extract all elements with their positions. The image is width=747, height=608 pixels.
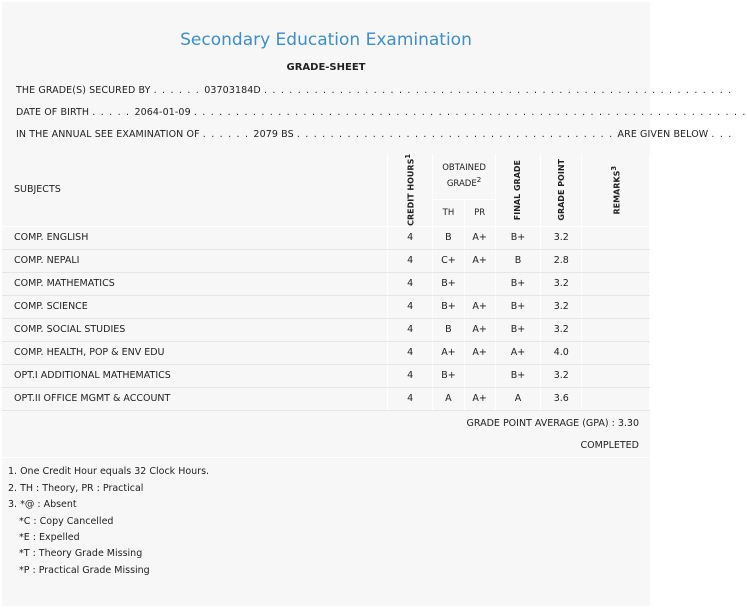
theory-grade-cell: B+ — [433, 364, 464, 387]
grade-sheet-heading: GRADE-SHEET — [286, 62, 366, 73]
given-below-label: ARE GIVEN BELOW — [617, 129, 709, 140]
grade-point-cell: 2.8 — [541, 249, 582, 272]
grade-point-cell: 3.2 — [541, 295, 582, 318]
table-row — [2, 364, 650, 387]
remarks-cell — [582, 249, 650, 272]
remarks-cell — [582, 295, 650, 318]
table-row — [2, 341, 650, 364]
final-grade-cell: B+ — [495, 364, 540, 387]
subject-cell: COMP. NEPALI — [2, 249, 387, 272]
remarks-cell — [582, 364, 650, 387]
divider — [2, 457, 650, 458]
note-1: 1. One Credit Hour equals 32 Clock Hours. — [8, 466, 210, 477]
final-grade-cell: B+ — [495, 272, 540, 295]
practical-grade-cell: A+ — [464, 387, 495, 410]
final-grade-cell: B+ — [495, 318, 540, 341]
subject-cell: OPT.II OFFICE MGMT & ACCOUNT — [2, 387, 387, 410]
table-row — [2, 318, 650, 341]
credit-hours-cell: 4 — [387, 249, 432, 272]
practical-grade-cell: A+ — [464, 249, 495, 272]
note-copy-cancelled: *C : Copy Cancelled — [19, 516, 114, 527]
credit-hours-cell: 4 — [387, 295, 432, 318]
remarks-cell — [582, 226, 650, 249]
remarks-cell — [582, 272, 650, 295]
header-pr: PR — [464, 200, 495, 226]
header-th: TH — [433, 200, 464, 226]
note-practical-missing: *P : Practical Grade Missing — [19, 565, 150, 576]
practical-grade-cell: A+ — [464, 226, 495, 249]
exam-year: 2079 BS — [253, 129, 294, 140]
theory-grade-cell: B — [433, 226, 464, 249]
dob-value: 2064-01-09 — [134, 107, 191, 118]
subject-cell: COMP. SCIENCE — [2, 295, 387, 318]
symbol-number: 03703184D — [204, 85, 261, 96]
final-grade-cell: A — [495, 387, 540, 410]
subject-cell: COMP. ENGLISH — [2, 226, 387, 249]
header-credit-hours: CREDIT HOURS$^1$ — [387, 154, 432, 226]
practical-grade-cell: A+ — [464, 341, 495, 364]
theory-grade-cell: B+ — [433, 295, 464, 318]
header-obtained-grade: OBTAINED GRADE$^2$ — [433, 154, 495, 200]
theory-grade-cell: B+ — [433, 272, 464, 295]
note-theory-missing: *T : Theory Grade Missing — [19, 548, 143, 559]
grade-rows — [2, 226, 650, 410]
table-row — [2, 226, 650, 249]
header-final-grade: FINAL GRADE — [495, 154, 540, 226]
credit-hours-cell: 4 — [387, 318, 432, 341]
credit-hours-cell: 4 — [387, 272, 432, 295]
grade-point-cell: 4.0 — [541, 341, 582, 364]
subject-cell: COMP. MATHEMATICS — [2, 272, 387, 295]
gpa-summary: GRADE POINT AVERAGE (GPA) : 3.30 — [466, 418, 639, 429]
exam-line: IN THE ANNUAL SEE EXAMINATION OF . . . . . . 2079 BS . . . . . . . . . . . . . . . . . . . . . . . . . . . . . . . . . . . . . . ARE GIVEN BELOW . . . — [16, 129, 733, 140]
dob-label: DATE OF BIRTH — [16, 107, 90, 118]
subject-cell: COMP. SOCIAL STUDIES — [2, 318, 387, 341]
remarks-cell — [582, 387, 650, 410]
note-expelled: *E : Expelled — [19, 532, 80, 543]
remarks-cell — [582, 318, 650, 341]
credit-hours-cell: 4 — [387, 226, 432, 249]
remarks-cell — [582, 341, 650, 364]
table-row — [2, 249, 650, 272]
final-grade-cell: B+ — [495, 295, 540, 318]
grade-sheet — [2, 2, 747, 606]
grade-point-cell: 3.2 — [541, 226, 582, 249]
grade-point-cell: 3.2 — [541, 364, 582, 387]
secured-by-label: THE GRADE(S) SECURED BY — [16, 85, 151, 96]
credit-hours-cell: 4 — [387, 341, 432, 364]
dob-line: DATE OF BIRTH . . . . . 2064-01-09 . . . . . . . . . . . . . . . . . . . . . . . . . . . . . . . . . . . . . . . . . . . . . . . . . . . . . . . . . . . . . . . . . . — [16, 107, 747, 118]
grade-point-cell: 3.2 — [541, 272, 582, 295]
note-3: 3. *@ : Absent — [8, 499, 77, 510]
final-grade-cell: A+ — [495, 341, 540, 364]
credit-hours-cell: 4 — [387, 364, 432, 387]
table-row — [2, 387, 650, 410]
table-row — [2, 295, 650, 318]
header-grade-point: GRADE POINT — [541, 154, 582, 226]
theory-grade-cell: A+ — [433, 341, 464, 364]
subject-cell: OPT.I ADDITIONAL MATHEMATICS — [2, 364, 387, 387]
page-title: Secondary Education Examination — [180, 30, 472, 50]
practical-grade-cell: A+ — [464, 318, 495, 341]
grade-point-cell: 3.2 — [541, 318, 582, 341]
practical-grade-cell: A+ — [464, 295, 495, 318]
secured-by-line: THE GRADE(S) SECURED BY . . . . . . 03703184D . . . . . . . . . . . . . . . . . . . . . . . . . . . . . . . . . . . . . . . . . . . . . . . . . . . . . . . . — [16, 85, 733, 96]
result-status: COMPLETED — [580, 440, 639, 451]
grades-table — [2, 154, 650, 411]
note-2: 2. TH : Theory, PR : Practical — [8, 483, 144, 494]
subject-cell: COMP. HEALTH, POP & ENV EDU — [2, 341, 387, 364]
credit-hours-cell: 4 — [387, 387, 432, 410]
header-subjects: SUBJECTS — [2, 154, 387, 226]
practical-grade-cell — [464, 364, 495, 387]
practical-grade-cell — [464, 272, 495, 295]
table-row — [2, 272, 650, 295]
header-remarks: REMARKS$^3$ — [582, 154, 650, 226]
theory-grade-cell: C+ — [433, 249, 464, 272]
theory-grade-cell: A — [433, 387, 464, 410]
final-grade-cell: B — [495, 249, 540, 272]
exam-label: IN THE ANNUAL SEE EXAMINATION OF — [16, 129, 200, 140]
final-grade-cell: B+ — [495, 226, 540, 249]
theory-grade-cell: B — [433, 318, 464, 341]
grade-point-cell: 3.6 — [541, 387, 582, 410]
